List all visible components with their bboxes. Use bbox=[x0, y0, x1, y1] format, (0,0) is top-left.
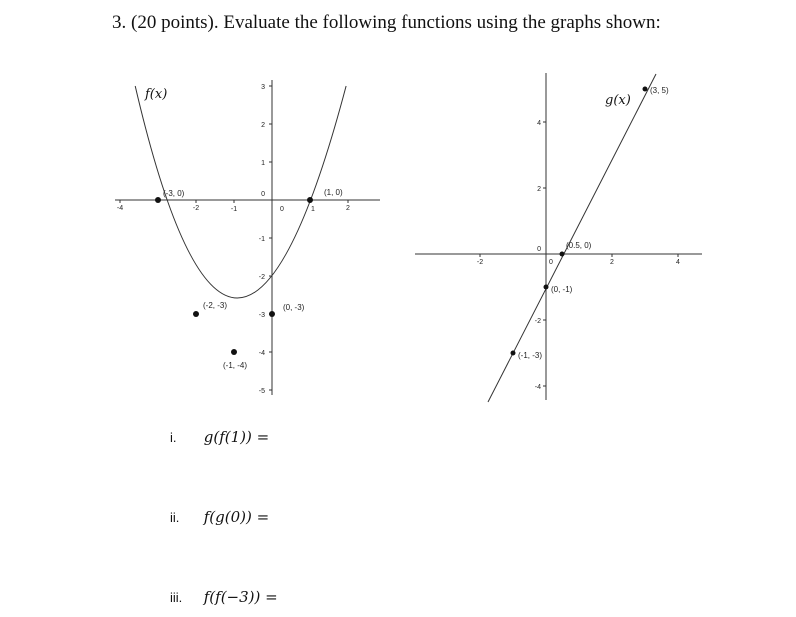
question-ii bbox=[170, 508, 269, 527]
g-ytick-4: 4 bbox=[537, 120, 541, 127]
problem-heading: 3. (20 points). Evaluate the following functions using the graphs shown: bbox=[112, 12, 661, 33]
g-label-3-5: (3, 5) bbox=[650, 86, 669, 95]
graph-g-svg bbox=[410, 68, 710, 408]
f-point-neg3-0 bbox=[155, 197, 161, 203]
f-label-neg2-neg3: (-2, -3) bbox=[203, 301, 227, 310]
question-iii bbox=[170, 588, 278, 607]
f-ytick-neg4: -4 bbox=[258, 350, 265, 357]
f-function-label: f(x) bbox=[145, 87, 168, 102]
f-ytick-neg1: -1 bbox=[258, 236, 265, 243]
g-ytick-neg4: -4 bbox=[534, 384, 541, 391]
f-ytick-1: 1 bbox=[261, 160, 265, 167]
g-point-neg1-neg3 bbox=[511, 351, 516, 356]
g-xtick-neg2: -2 bbox=[476, 259, 484, 266]
g-point-0-neg1 bbox=[544, 285, 549, 290]
f-point-1-0 bbox=[307, 197, 313, 203]
question-iii-expression: f(f(−3)) = bbox=[203, 588, 278, 606]
g-label-0p5-0: (0.5, 0) bbox=[566, 241, 592, 250]
g-xtick-4: 4 bbox=[676, 259, 680, 266]
f-xtick-neg4: -4 bbox=[116, 205, 124, 212]
g-label-0-neg1: (0, -1) bbox=[551, 285, 573, 294]
f-label-1-0: (1, 0) bbox=[324, 188, 343, 197]
f-ytick-3: 3 bbox=[261, 84, 265, 91]
f-label-neg3-0: (-3, 0) bbox=[163, 189, 185, 198]
g-ytick-neg2: -2 bbox=[534, 318, 541, 325]
g-xtick-0: 0 bbox=[549, 259, 553, 266]
question-ii-expression: f(g(0)) = bbox=[203, 508, 270, 526]
f-xtick-0: 0 bbox=[280, 206, 284, 213]
g-point-0p5-0 bbox=[560, 252, 565, 257]
f-ytick-neg2: -2 bbox=[258, 274, 265, 281]
g-xtick-2: 2 bbox=[610, 259, 614, 266]
g-function-label: g(x) bbox=[605, 93, 631, 108]
f-xtick-1: 1 bbox=[311, 206, 315, 213]
g-label-neg1-neg3: (-1, -3) bbox=[518, 351, 542, 360]
question-ii-number: ii. bbox=[170, 510, 180, 525]
f-xtick-neg2: -2 bbox=[192, 205, 200, 212]
f-xtick-2: 2 bbox=[346, 205, 350, 212]
f-ytick-neg5: -5 bbox=[258, 388, 265, 395]
f-ytick-2: 2 bbox=[261, 122, 265, 129]
f-point-neg2-neg3 bbox=[193, 311, 199, 317]
question-i-expression: g(f(1)) = bbox=[203, 428, 270, 446]
g-ytick-0: 0 bbox=[537, 246, 541, 253]
f-xtick-neg1: -1 bbox=[230, 206, 238, 213]
graph-g bbox=[410, 68, 710, 408]
f-point-0-neg3 bbox=[269, 311, 275, 317]
graph-f-svg bbox=[105, 70, 390, 410]
f-ytick-0: 0 bbox=[261, 191, 265, 198]
question-iii-number: iii. bbox=[170, 590, 183, 605]
g-ytick-2: 2 bbox=[537, 186, 541, 193]
g-point-3-5 bbox=[643, 87, 648, 92]
f-label-neg1-neg4: (-1, -4) bbox=[223, 361, 247, 370]
f-ytick-neg3: -3 bbox=[258, 312, 265, 319]
graph-f bbox=[105, 70, 390, 410]
question-i-number: i. bbox=[170, 430, 177, 445]
f-label-0-neg3: (0, -3) bbox=[283, 303, 305, 312]
question-i bbox=[170, 428, 269, 447]
f-point-neg1-neg4 bbox=[231, 349, 237, 355]
